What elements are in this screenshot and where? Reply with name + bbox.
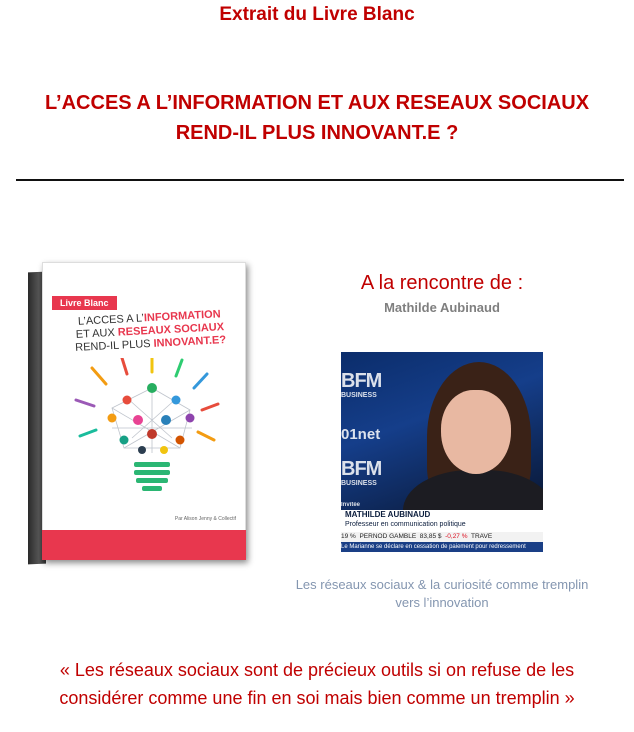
caption-line-1: Les réseaux sociaux & la curiosité comme tremplin: [295, 577, 589, 592]
bfm-logo-bottom: BFM: [341, 458, 382, 480]
ticker-right: TRAVE: [471, 533, 493, 540]
ticker-label: PERNOD GAMBLE: [359, 533, 417, 540]
book-cover-band: [42, 530, 246, 560]
book-author: Par Alison Jenny & Collectif: [174, 516, 236, 522]
cover-text: REND-IL PLUS: [74, 337, 154, 354]
page-title-line-1: L’ACCES A L’INFORMATION ET AUX RESEAUX SOCIAUX: [44, 92, 590, 114]
book-cover: [42, 262, 246, 560]
cover-text: L’ACCES A L’: [77, 312, 145, 328]
bfm-logo-top: BFM: [341, 370, 382, 392]
interview-heading: A la rencontre de :: [360, 272, 524, 294]
caption-line-2: vers l’innovation: [395, 595, 489, 610]
01net-logo: 01net: [341, 426, 381, 443]
guest-tag: Invitée: [341, 502, 361, 508]
book-badge: Livre Blanc: [52, 296, 117, 310]
bfm-logo-top-sub: BUSINESS: [341, 392, 377, 399]
excerpt-label: Extrait du Livre Blanc: [219, 4, 415, 25]
bfm-logo-bottom-sub: BUSINESS: [341, 480, 377, 487]
pull-quote: [0, 656, 634, 712]
title-divider: [16, 179, 624, 181]
quote-line-1: « Les réseaux sociaux sont de précieux outils si on refuse de les: [59, 660, 575, 680]
lightbulb-network-icon: [72, 358, 222, 498]
news-ticker: Le Marianne se déclare en cessation de paiement pour redressement: [341, 542, 543, 552]
cover-text-bold: INNOVANT.E?: [153, 334, 227, 350]
lower-third-role: Professeur en communication politique: [345, 521, 466, 528]
ticker-value: 83,85 $: [419, 533, 442, 540]
page-title: [0, 88, 634, 148]
person-face: [441, 390, 511, 474]
page-title-line-2: REND-IL PLUS INNOVANT.E ?: [175, 122, 459, 144]
stock-ticker: [341, 532, 543, 542]
cover-text: ET AUX: [75, 326, 119, 341]
interviewee-name: Mathilde Aubinaud: [384, 300, 500, 315]
ticker-left: 19 %: [341, 533, 356, 540]
lower-third-name: MATHILDE AUBINAUD: [345, 510, 431, 519]
quote-line-2: considérer comme une fin en soi mais bien comme un tremplin »: [59, 688, 575, 708]
interviewee-photo: [341, 352, 543, 552]
book-cover-title: [59, 307, 241, 355]
cover-text-bold: RESEAUX SOCIAUX: [117, 321, 225, 339]
photo-caption: [262, 576, 622, 612]
cover-text-bold: INFORMATION: [143, 308, 221, 325]
tv-lower-third: [341, 510, 543, 532]
ticker-change: -0,27 %: [445, 533, 468, 540]
white-paper-book: [28, 262, 246, 564]
